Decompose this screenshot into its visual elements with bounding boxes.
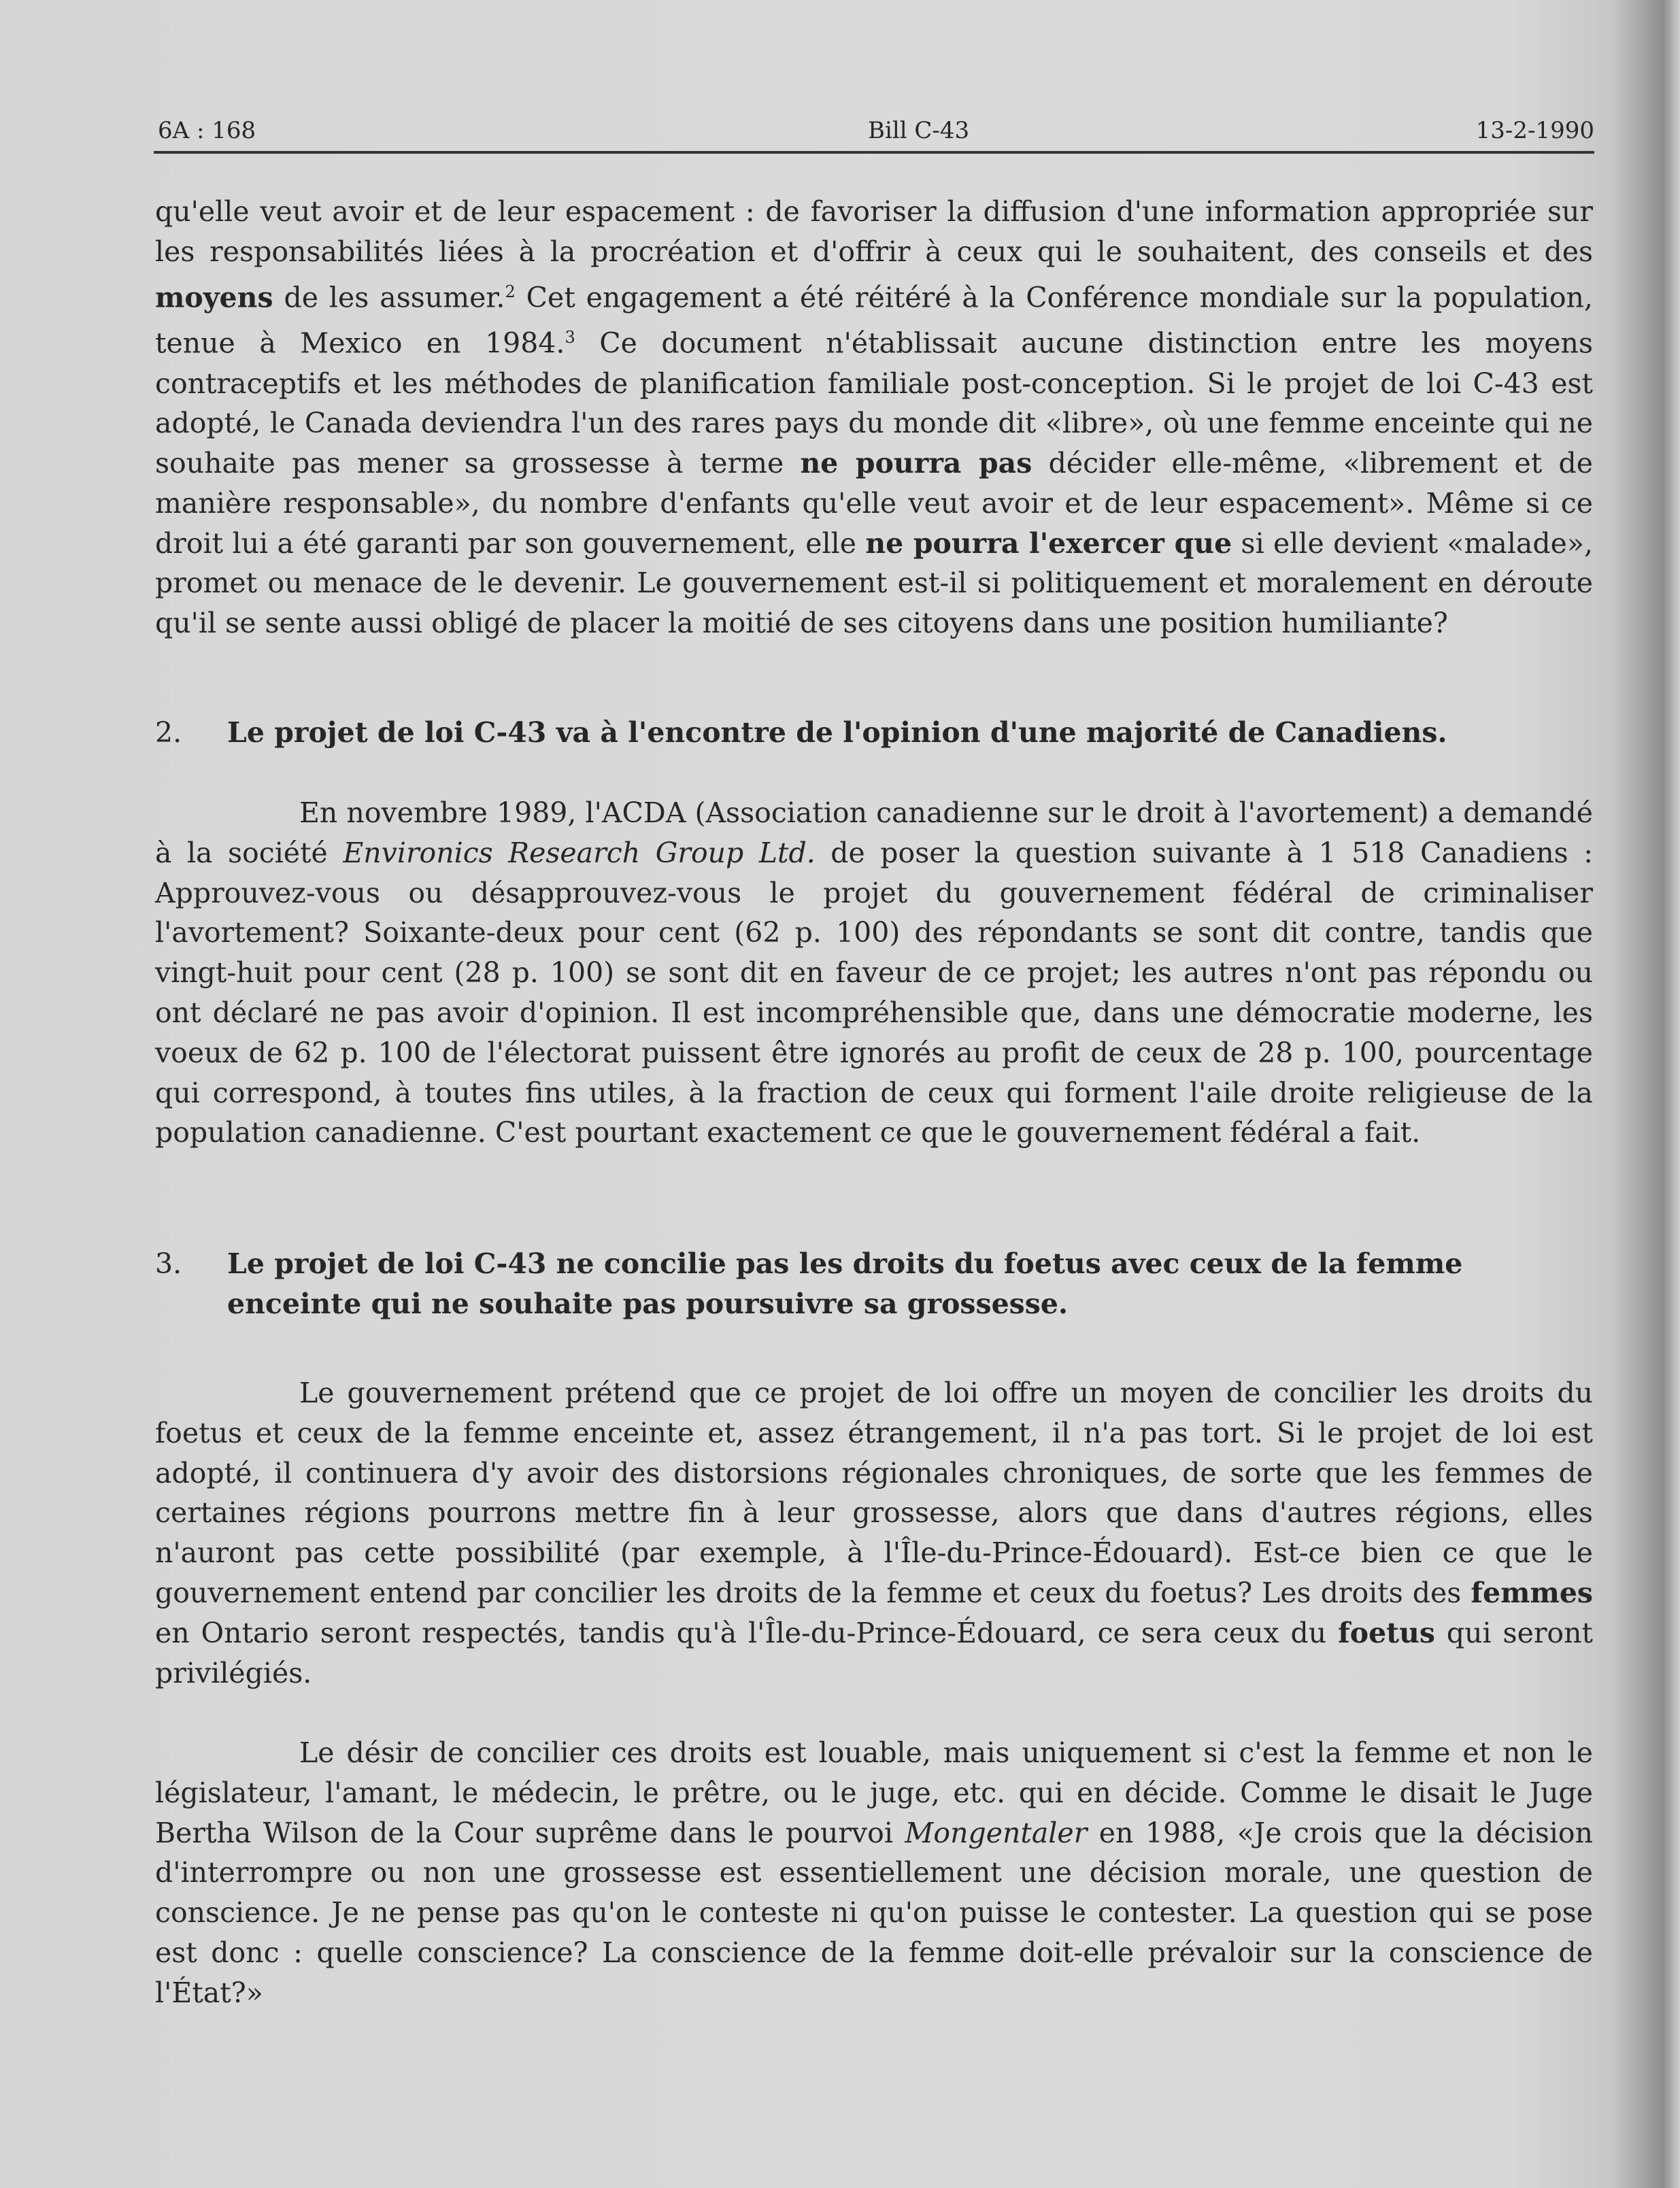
section-title: Le projet de loi C-43 ne concilie pas les droits du foetus avec ceux de la femme enceinte qui ne souhaite pas poursuivre sa grossesse. xyxy=(227,1247,1463,1320)
footnote-ref: 2 xyxy=(505,282,516,301)
header-date: 13-2-1990 xyxy=(1475,117,1594,144)
paragraph-survey: En novembre 1989, l'ACDA (Association canadienne sur le droit à l'avortement) a demandé à la société Environics Research Group Ltd. de poser la question suivante à 1 518 Canadiens : Approuvez-vous ou désapprouvez-vous le projet du gouvernement fédéral de criminaliser l'avortement? Soixante-deux pour cent (62 p. 100) des répondants se sont dit contre, tandis que vingt-huit pour cent (28 p. 100) se sont dit en faveur de ce projet; les autres n'ont pas répondu ou ont déclaré ne pas avoir d'opinion. Il est incompréhensible que, dans une démocratie moderne, les voeux de 62 p. 100 de l'électorat puissent être ignorés au profit de ceux de 28 p. 100, pourcentage qui correspond, à toutes fins utiles, à la fraction de ceux qui forment l'aile droite religieuse de la population canadienne. C'est pourtant exactement ce que le gouvernement fédéral a fait. xyxy=(155,796,1594,1149)
section-number: 3. xyxy=(155,1247,182,1280)
paragraph-regional: Le gouvernement prétend que ce projet de loi offre un moyen de concilier les droits du foetus et ceux de la femme enceinte et, assez étrangement, il n'a pas tort. Si le projet de loi est adopté, il continuera d'y avoir des distorsions régionales chroniques, de sorte que les femmes de certaines régions pourrons mettre fin à leur grossesse, alors que dans d'autres régions, elles n'auront pas cette possibilité (par exemple, à l'Île-du-Prince-Édouard). Est-ce bien ce que le gouvernement entend par concilier les droits de la femme et ceux du foetus? Les droits des femmes en Ontario seront respectés, tandis qu'à l'Île-du-Prince-Édouard, ce sera ceux du foetus qui seront privilégiés. xyxy=(155,1377,1593,1689)
section-heading-2 xyxy=(155,713,1593,753)
header-page-number: 6A : 168 xyxy=(158,117,256,144)
header-bill-title: Bill C-43 xyxy=(868,117,970,144)
paragraph-continued: qu'elle veut avoir et de leur espacement : de favoriser la diffusion d'une information appropriée sur les responsabilités liées à la procréation et d'offrir à ceux qui le souhaitent, des conseils et des moyens de les assumer.$^2$ Cet engagement a été réitéré à la Conférence mondiale sur la population, tenue à Mexico en 1984.$^3$ Ce document n'établissait aucune distinction entre les moyens contraceptifs et les méthodes de planification familiale post-conception. Si le projet de loi C-43 est adopté, le Canada deviendra l'un des rares pays du monde dit «libre», où une femme enceinte qui ne souhaite pas mener sa grossesse à terme ne pourra pas décider elle-même, «librement et de manière responsable», du nombre d'enfants qu'elle veut avoir et de leur espacement». Même si ce droit lui a été garanti par son gouvernement, elle ne pourra l'exercer que si elle devient «malade», promet ou menace de le devenir. Le gouvernement est-il si politiquement et moralement en déroute qu'il se sente aussi obligé de placer la moitié de ses citoyens dans une position humiliante? xyxy=(155,195,1593,640)
section-heading-3 xyxy=(155,1244,1593,1324)
section-title: Le projet de loi C-43 va à l'encontre de l'opinion d'une majorité de Canadiens. xyxy=(227,716,1447,749)
section-number: 2. xyxy=(155,716,182,749)
footnote-ref: 3 xyxy=(565,328,575,348)
paragraph-wilson-quote: Le désir de concilier ces droits est louable, mais uniquement si c'est la femme et non le législateur, l'amant, le médecin, le prêtre, ou le juge, etc. qui en décide. Comme le disait le Juge Bertha Wilson de la Cour suprême dans le pourvoi Mongentaler en 1988, «Je crois que la décision d'interrompre ou non une grossesse est essentiellement une décision morale, une question de conscience. Je ne pense pas qu'on le conteste ni qu'on puisse le contester. La question qui se pose est donc : quelle conscience? La conscience de la femme doit-elle prévaloir sur la conscience de l'État?» xyxy=(155,1736,1593,2009)
page-header xyxy=(154,112,1594,154)
